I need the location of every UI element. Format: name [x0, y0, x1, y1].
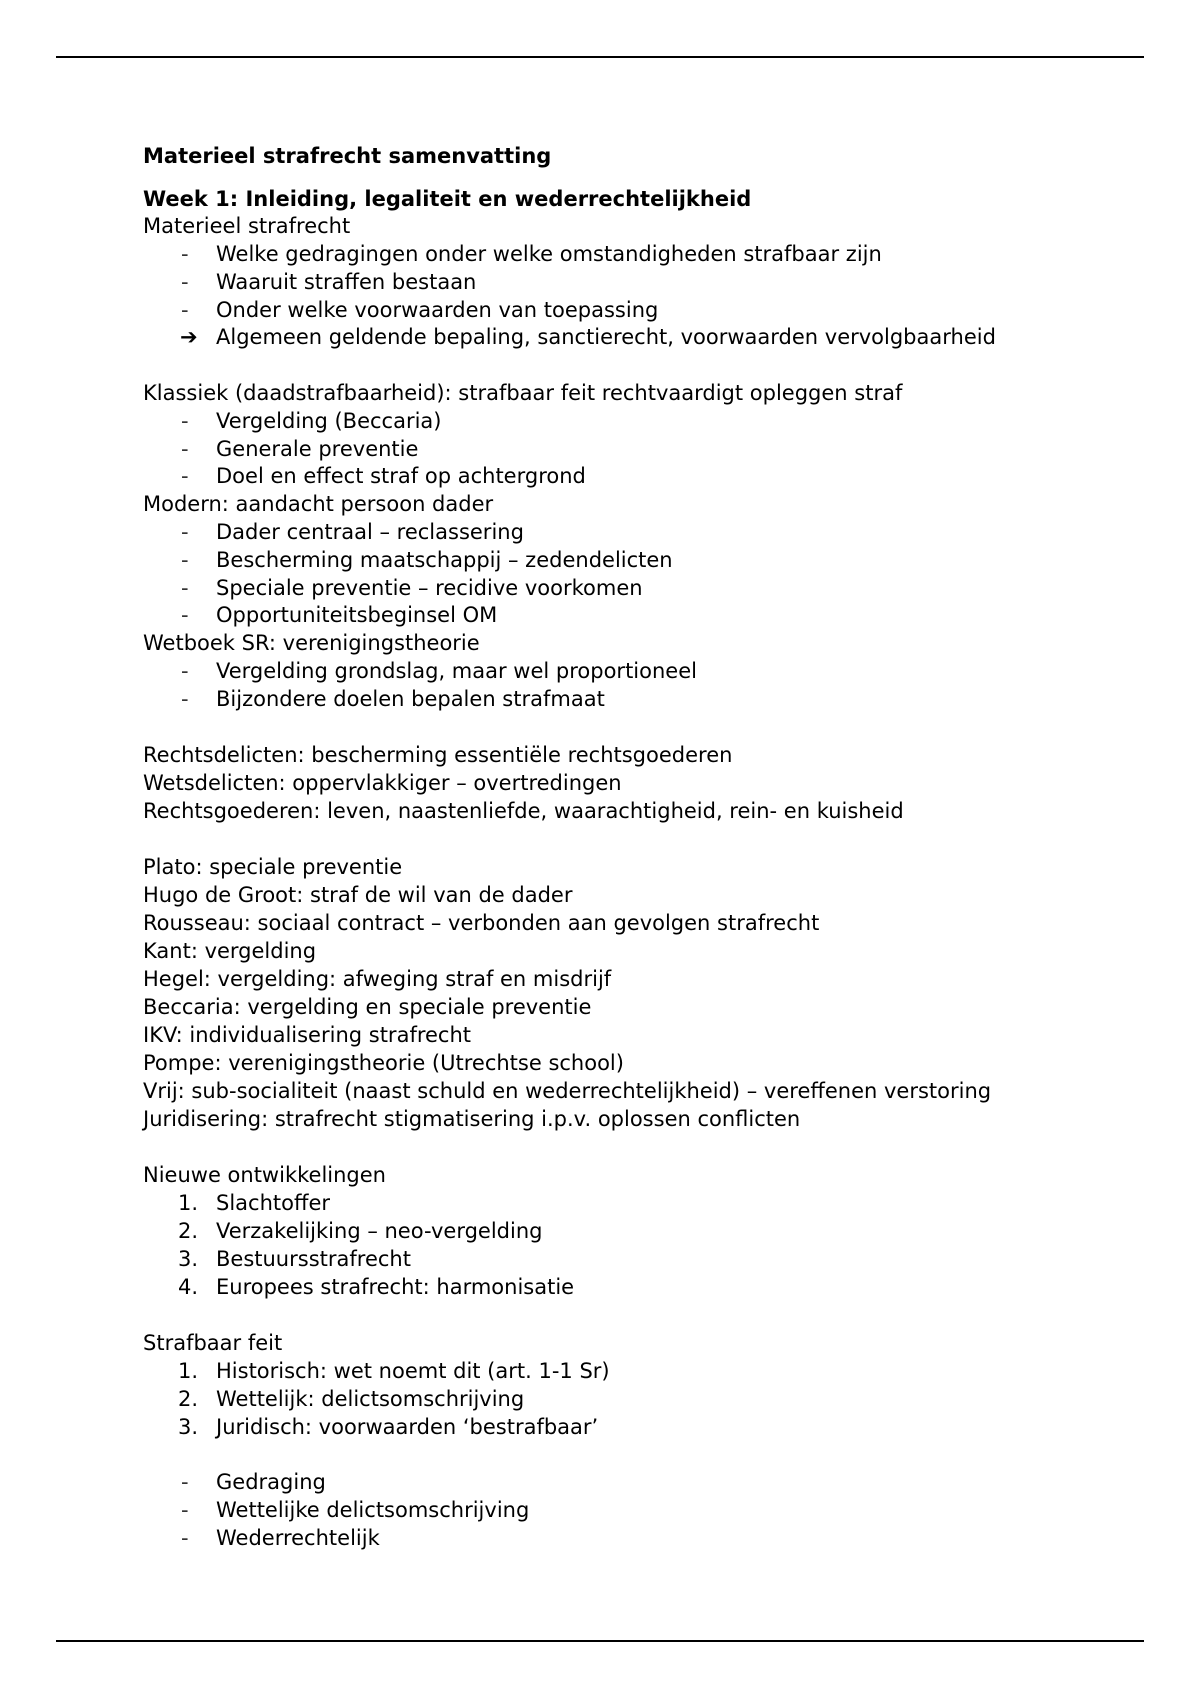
dash-bullet: - [181, 242, 189, 266]
document-title: Materieel strafrecht samenvatting [143, 144, 552, 168]
list-number: 3. [178, 1415, 199, 1439]
text-line: Hegel: vergelding: afweging straf en misdrijf [143, 967, 612, 991]
text-line: Juridisering: strafrecht stigmatisering i.p.v. oplossen conflicten [143, 1107, 801, 1131]
text-line: Pompe: verenigingstheorie (Utrechtse school) [143, 1051, 624, 1075]
list-item: Juridisch: voorwaarden ‘bestrafbaar’ [216, 1415, 599, 1439]
list-number: 1. [178, 1359, 199, 1383]
dash-bullet: - [181, 1470, 189, 1494]
dash-bullet: - [181, 409, 189, 433]
text-line: Kant: vergelding [143, 939, 317, 963]
list-item: Historisch: wet noemt dit (art. 1-1 Sr) [216, 1359, 610, 1383]
dash-bullet: - [181, 298, 189, 322]
list-item: Doel en effect straf op achtergrond [216, 464, 586, 488]
list-item: Verzakelijking – neo-vergelding [216, 1219, 543, 1243]
list-item: Bestuursstrafrecht [216, 1247, 411, 1271]
list-item: Waaruit straffen bestaan [216, 270, 477, 294]
text-line: Beccaria: vergelding en speciale preventie [143, 995, 592, 1019]
text-line: Plato: speciale preventie [143, 855, 403, 879]
dash-bullet: - [181, 520, 189, 544]
dash-bullet: - [181, 270, 189, 294]
list-item: Algemeen geldende bepaling, sanctierecht, voorwaarden vervolgbaarheid [216, 325, 996, 349]
list-item: Onder welke voorwaarden van toepassing [216, 298, 659, 322]
section-head: Klassiek (daadstrafbaarheid): strafbaar feit rechtvaardigt opleggen straf [143, 381, 903, 405]
list-number: 2. [178, 1219, 199, 1243]
list-number: 1. [178, 1191, 199, 1215]
dash-bullet: - [181, 687, 189, 711]
week-heading: Week 1: Inleiding, legaliteit en wederrechtelijkheid [143, 187, 752, 211]
list-item: Wettelijke delictsomschrijving [216, 1498, 530, 1522]
footer-rule [56, 1640, 1144, 1642]
list-item: Bescherming maatschappij – zedendelicten [216, 548, 673, 572]
list-item: Europees strafrecht: harmonisatie [216, 1275, 575, 1299]
list-item: Slachtoffer [216, 1191, 330, 1215]
list-item: Welke gedragingen onder welke omstandigheden strafbaar zijn [216, 242, 882, 266]
text-line: Vrij: sub-socialiteit (naast schuld en wederrechtelijkheid) – vereffenen verstoring [143, 1079, 992, 1103]
section-head: Modern: aandacht persoon dader [143, 492, 494, 516]
list-item: Wettelijk: delictsomschrijving [216, 1387, 525, 1411]
header-rule [56, 56, 1144, 58]
list-item: Vergelding (Beccaria) [216, 409, 442, 433]
list-number: 3. [178, 1247, 199, 1271]
list-number: 4. [178, 1275, 199, 1299]
section-head: Materieel strafrecht [143, 214, 351, 238]
text-line: IKV: individualisering strafrecht [143, 1023, 472, 1047]
list-item: Opportuniteitsbeginsel OM [216, 603, 498, 627]
dash-bullet: - [181, 603, 189, 627]
dash-bullet: - [181, 576, 189, 600]
list-item: Wederrechtelijk [216, 1526, 380, 1550]
section-head: Wetboek SR: verenigingstheorie [143, 631, 480, 655]
list-item: Bijzondere doelen bepalen strafmaat [216, 687, 605, 711]
list-item: Vergelding grondslag, maar wel proportioneel [216, 659, 697, 683]
list-item: Dader centraal – reclassering [216, 520, 524, 544]
text-line: Rousseau: sociaal contract – verbonden aan gevolgen strafrecht [143, 911, 820, 935]
dash-bullet: - [181, 1526, 189, 1550]
text-line: Wetsdelicten: oppervlakkiger – overtredingen [143, 771, 622, 795]
dash-bullet: - [181, 548, 189, 572]
list-item: Gedraging [216, 1470, 326, 1494]
dash-bullet: - [181, 437, 189, 461]
text-line: Hugo de Groot: straf de wil van de dader [143, 883, 573, 907]
dash-bullet: - [181, 464, 189, 488]
section-head: Nieuwe ontwikkelingen [143, 1163, 386, 1187]
list-item: Generale preventie [216, 437, 419, 461]
arrow-icon: ➔ [180, 325, 198, 349]
dash-bullet: - [181, 659, 189, 683]
list-number: 2. [178, 1387, 199, 1411]
list-item: Speciale preventie – recidive voorkomen [216, 576, 643, 600]
text-line: Rechtsgoederen: leven, naastenliefde, waarachtigheid, rein- en kuisheid [143, 799, 904, 823]
dash-bullet: - [181, 1498, 189, 1522]
text-line: Rechtsdelicten: bescherming essentiële rechtsgoederen [143, 743, 733, 767]
section-head: Strafbaar feit [143, 1331, 283, 1355]
